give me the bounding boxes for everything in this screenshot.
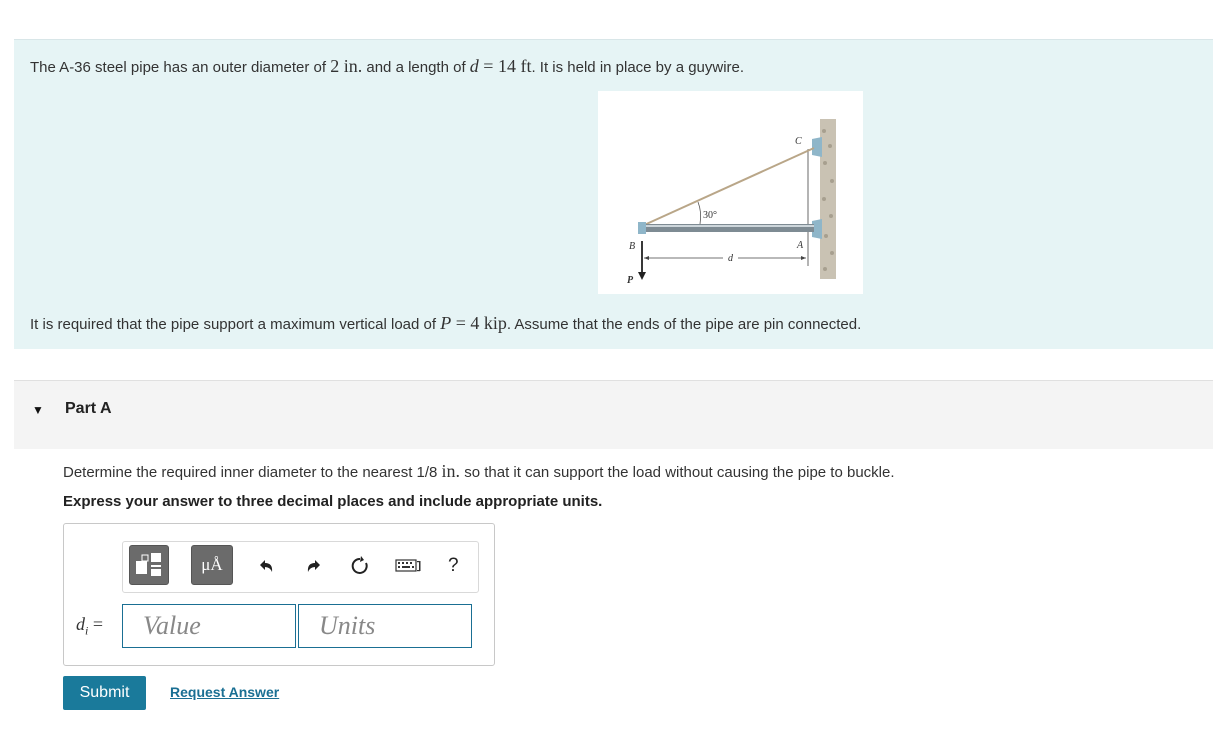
end-b [638, 222, 646, 234]
math-toolbar [122, 541, 479, 593]
submit-button[interactable]: Submit [63, 676, 146, 710]
guywire [642, 148, 814, 226]
label-c: C [795, 136, 802, 147]
problem-intro: The A-36 steel pipe has an outer diameter of 2 in. and a length of d = 14 ft. It is held in place by a guywire. [30, 56, 745, 76]
units-icon: μÅ [201, 555, 223, 574]
angle-arc [698, 202, 701, 224]
label-d: d [728, 253, 733, 264]
label-a: A [797, 240, 804, 251]
keyboard-icon[interactable] [394, 556, 424, 580]
answer-box [63, 523, 495, 666]
figure-svg [598, 91, 863, 294]
part-title: Part A [65, 400, 112, 417]
redo-icon[interactable] [304, 556, 324, 580]
bracket-c [812, 137, 822, 157]
templates-icon [130, 546, 168, 584]
label-p: P [627, 275, 634, 286]
question-text: Determine the required inner diameter to the nearest 1/8 in. so that it can support the load without causing the pipe to buckle. [63, 461, 895, 481]
label-angle: 30° [703, 210, 717, 221]
templates-button[interactable] [129, 545, 169, 585]
value-input[interactable]: Value [122, 604, 296, 648]
help-icon[interactable]: ? [448, 555, 459, 576]
instruction-text: Express your answer to three decimal places and include appropriate units. [63, 493, 603, 510]
load-arrow-head [638, 272, 646, 280]
units-button[interactable] [191, 545, 233, 585]
undo-icon[interactable] [256, 556, 276, 580]
pipe-highlight [642, 225, 814, 227]
part-a-header[interactable] [14, 380, 1213, 449]
request-answer-link[interactable]: Request Answer [170, 684, 280, 700]
problem-load: It is required that the pipe support a maximum vertical load of P = 4 kip. Assume that the ends of the pipe are pin connected. [30, 313, 862, 333]
collapse-triangle-icon[interactable]: ▼ [32, 403, 44, 417]
d-arrow-left [644, 256, 649, 260]
reset-icon[interactable] [350, 556, 370, 580]
answer-variable-label: $d_i$ = [76, 614, 103, 638]
pipe-guywire-figure [598, 91, 863, 294]
units-input[interactable]: Units [298, 604, 472, 648]
label-b: B [629, 241, 636, 252]
problem-statement [14, 39, 1213, 349]
d-arrow-right [801, 256, 806, 260]
